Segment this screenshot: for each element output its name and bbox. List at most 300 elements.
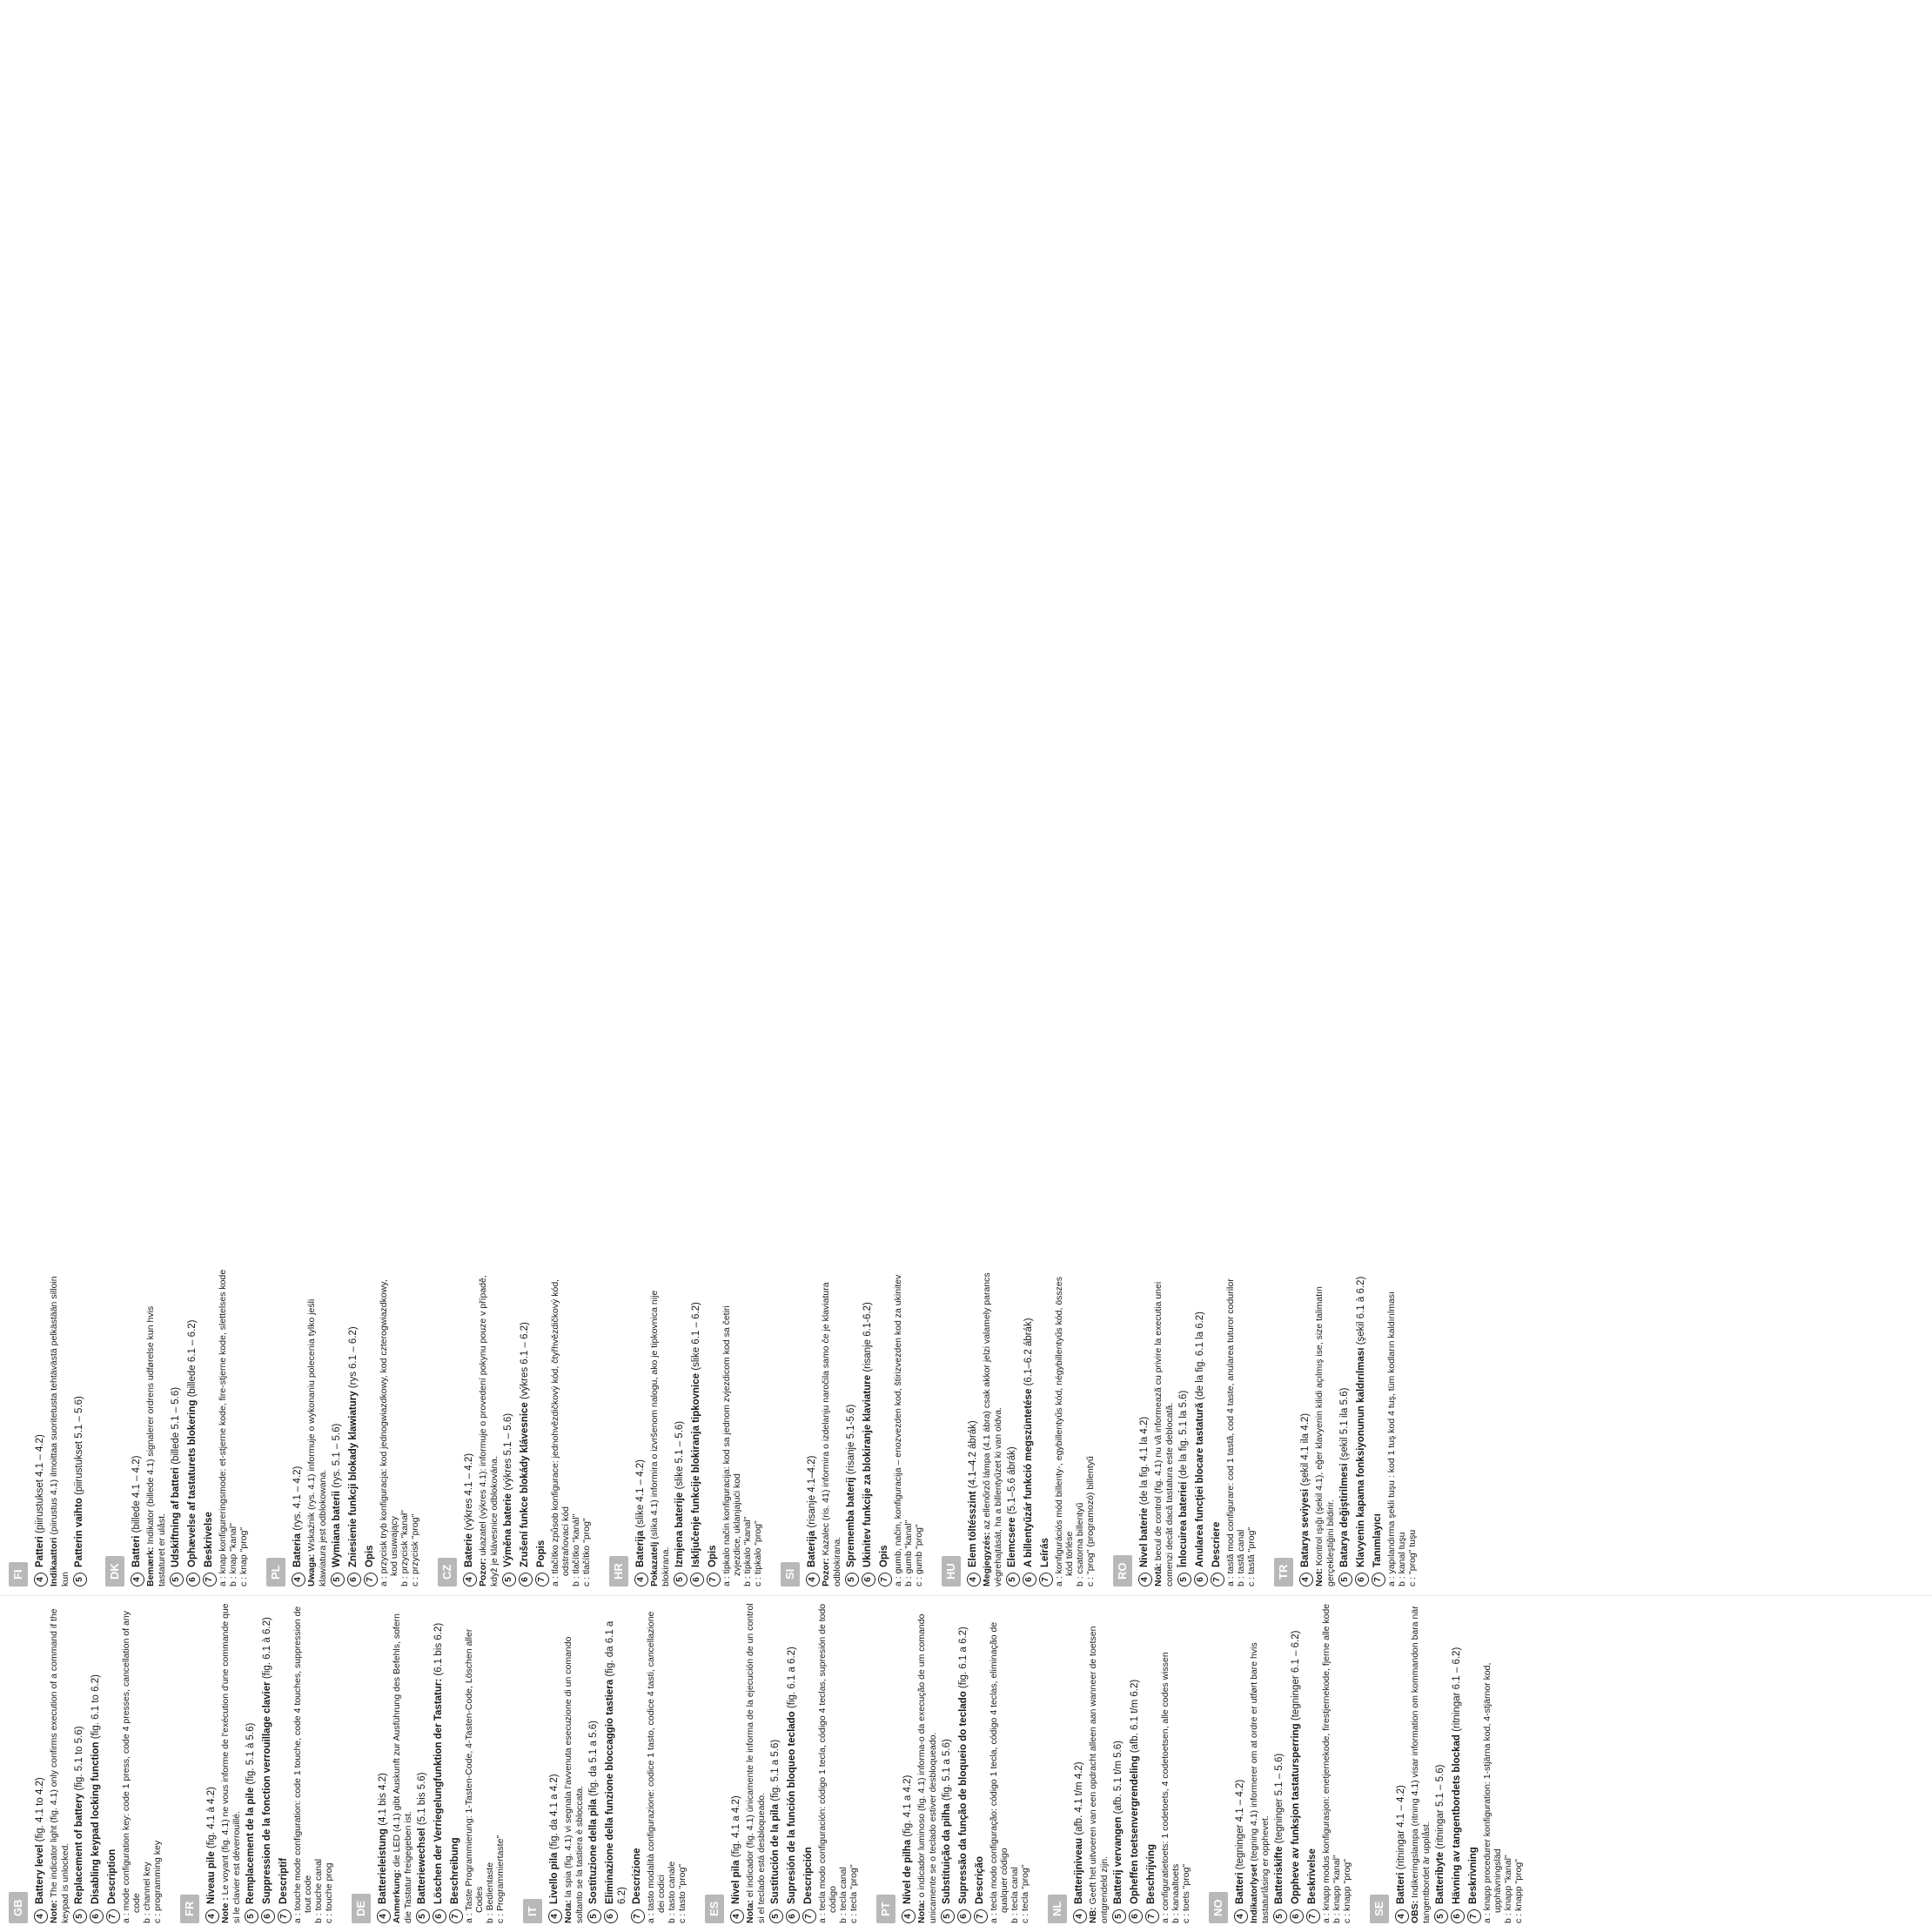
step-number-badge: 6 xyxy=(1129,1909,1143,1923)
numbered-heading xyxy=(1129,1603,1143,1923)
description-list-item: b : channel key xyxy=(142,1862,152,1923)
description-list-item: c : knapp "prog" xyxy=(1342,1859,1352,1923)
description-list-item: b : Bedientaste xyxy=(485,1862,495,1923)
step-number-badge: 4 xyxy=(463,1573,477,1587)
note-text: Indikeringslampa (ritning 4.1) visar information om kommandon bara när tangentbordet är upplåst. xyxy=(1410,1606,1432,1923)
numbered-heading xyxy=(203,1266,217,1587)
step-number-badge: 7 xyxy=(1306,1909,1320,1923)
description-list-item: b : knapp "kanal" xyxy=(1332,1855,1342,1923)
language-tag: DK xyxy=(105,1556,124,1587)
step-number-badge: 7 xyxy=(278,1909,292,1923)
heading-title: Batteri xyxy=(1235,1872,1245,1904)
heading-text xyxy=(449,1837,461,1904)
step-number-badge: 4 xyxy=(902,1909,916,1923)
note-label: Note : xyxy=(220,1897,231,1923)
step-number-badge: 6 xyxy=(519,1573,533,1587)
step-number-badge: 7 xyxy=(1372,1573,1385,1587)
description-list-item: c : przycisk "prog" xyxy=(410,1513,420,1587)
note-label: NB: xyxy=(1088,1907,1098,1923)
heading-text xyxy=(1138,1417,1150,1567)
heading-figure-ref: (rys 6.1 – 6.2) xyxy=(348,1326,359,1389)
heading-title: Popis xyxy=(536,1540,547,1567)
step-number-badge: 5 xyxy=(502,1573,516,1587)
heading-figure-ref: (fig. 5.1 to 5.6) xyxy=(74,1726,84,1791)
heading-text xyxy=(862,1302,874,1567)
note-paragraph xyxy=(649,1266,671,1587)
heading-title: Înlocuirea bateriei xyxy=(1178,1481,1189,1567)
numbered-heading xyxy=(1451,1603,1465,1923)
description-list-item: b : tlačítko "kanál" xyxy=(571,1513,581,1587)
heading-title: Remplacement de la pile xyxy=(245,1787,256,1904)
description-list-item: c : tecla "prog" xyxy=(1020,1864,1030,1923)
heading-text xyxy=(364,1545,376,1567)
step-number-badge: 4 xyxy=(34,1573,48,1587)
heading-title: Descriptif xyxy=(278,1857,289,1904)
description-list-item: b : knap "kanal" xyxy=(228,1523,238,1587)
language-section-tr xyxy=(1265,1259,1426,1595)
heading-title: Zrušení funkce blokády klávesnice xyxy=(520,1402,530,1567)
heading-title: Batteriewechsel xyxy=(417,1828,427,1904)
heading-text xyxy=(1112,1741,1124,1904)
heading-title: Baterija xyxy=(807,1530,817,1567)
heading-figure-ref: (4.1–4.2 ábrák) xyxy=(968,1420,978,1489)
description-list-item: b : tecla canal xyxy=(1010,1867,1020,1923)
step-number-badge: 6 xyxy=(433,1909,446,1923)
note-paragraph xyxy=(745,1603,767,1923)
heading-figure-ref: (de la fig. 5.1 la 5.6) xyxy=(1178,1390,1189,1479)
language-section-fr xyxy=(171,1596,343,1932)
heading-text xyxy=(967,1420,979,1567)
numbered-heading xyxy=(261,1603,275,1923)
language-tag: PL xyxy=(266,1558,285,1587)
note-label: Pokazatelj xyxy=(649,1541,660,1587)
step-number-badge: 5 xyxy=(331,1573,345,1587)
numbered-heading xyxy=(278,1603,292,1923)
numbered-heading xyxy=(974,1603,988,1923)
heading-text xyxy=(1306,1848,1318,1904)
step-number-badge: 4 xyxy=(967,1573,981,1587)
numbered-heading xyxy=(1234,1603,1248,1923)
heading-text xyxy=(1434,1765,1446,1904)
numbered-heading xyxy=(433,1603,446,1923)
numbered-heading xyxy=(845,1266,859,1587)
heading-title: Bateria xyxy=(292,1533,303,1567)
description-list-item: c : tlačítko "prog" xyxy=(581,1518,592,1587)
heading-text xyxy=(131,1455,143,1567)
language-tag: TR xyxy=(1274,1558,1293,1587)
step-number-badge: 6 xyxy=(261,1909,275,1923)
step-number-badge: 7 xyxy=(1145,1909,1159,1923)
heading-title: Batterijniveau xyxy=(1074,1837,1084,1904)
numbered-heading xyxy=(806,1266,820,1587)
note-label: Megjegyzés: xyxy=(982,1532,992,1587)
heading-title: Patterin vaihto xyxy=(74,1498,84,1567)
step-number-badge: 4 xyxy=(1395,1909,1409,1923)
numbered-heading xyxy=(1355,1266,1369,1587)
description-list-item: a : konfigurációs mód billenty-, egybillentyűs kód, négybillentyűs kód, összes kód törlése xyxy=(1054,1276,1075,1587)
numbered-heading xyxy=(941,1603,955,1923)
numbered-heading xyxy=(1306,1603,1320,1923)
description-list-item: a : tecla modo configuração: código 1 tecla, código 4 teclas, eliminação de qualquer código xyxy=(989,1621,1010,1923)
heading-title: Descripción xyxy=(803,1847,814,1904)
heading-title: Sostituzione della pila xyxy=(588,1799,599,1904)
description-list-item: c : "prog" tuşu xyxy=(1407,1529,1418,1587)
left-column xyxy=(0,1596,1932,1932)
numbered-heading xyxy=(1023,1266,1036,1587)
note-text: Wskaźnik (rys. 4.1) informuje o wykonaniu polecenia tylko jeśli klawiatura jest odblokowana. xyxy=(306,1298,328,1587)
step-number-badge: 5 xyxy=(170,1573,184,1587)
note-paragraph xyxy=(49,1603,70,1923)
heading-figure-ref: (afb. 6.1 t/m 6.2) xyxy=(1130,1679,1140,1754)
heading-text xyxy=(974,1856,986,1904)
heading-text xyxy=(186,1320,198,1567)
heading-text xyxy=(1211,1522,1223,1567)
numbered-heading xyxy=(548,1603,562,1923)
description-list-item: a : tlačítko způsob konfigurace: jednohvězdičkový kód, čtyřhvězdičkový kód, odstraňovací kód xyxy=(550,1278,571,1587)
heading-text xyxy=(205,1787,218,1904)
step-number-badge: 7 xyxy=(878,1573,892,1587)
heading-title: Baterie xyxy=(464,1533,474,1567)
heading-figure-ref: (fig. 4.1 a 4.2) xyxy=(731,1795,741,1858)
numbered-heading xyxy=(769,1603,783,1923)
right-column xyxy=(0,1259,1932,1595)
numbered-heading xyxy=(802,1603,816,1923)
note-text: Le voyant (fig. 4.1) ne vous informe de l'exécution d'une commande que si le clavier est déverrouillé. xyxy=(220,1603,242,1923)
heading-title: Oppheve av funksjon tastatursperring xyxy=(1291,1723,1301,1904)
step-number-badge: 6 xyxy=(957,1909,971,1923)
note-label: Anmerkung: xyxy=(392,1869,402,1923)
heading-title: Supressão da função de bloqueio do teclado xyxy=(958,1691,969,1904)
note-label: Not: xyxy=(1314,1568,1325,1587)
numbered-heading xyxy=(1338,1266,1352,1587)
heading-figure-ref: (tegninger 4.1 – 4.2) xyxy=(1235,1779,1245,1870)
heading-text xyxy=(1023,1318,1035,1567)
step-number-badge: 7 xyxy=(707,1573,721,1587)
heading-title: Tanımlayıcı xyxy=(1372,1513,1383,1567)
numbered-heading xyxy=(1434,1603,1448,1923)
description-list-item: b : tasto canale xyxy=(667,1861,677,1923)
description-list-item: a : knapp modus konfigurasjon: enetjernekode, firestjernekode, fjerne alle kode xyxy=(1321,1603,1332,1923)
language-tag: SE xyxy=(1370,1895,1389,1923)
note-paragraph xyxy=(1153,1266,1175,1587)
heading-text xyxy=(769,1740,782,1904)
numbered-heading xyxy=(416,1603,430,1923)
numbered-heading xyxy=(1194,1266,1208,1587)
numbered-heading xyxy=(292,1266,305,1587)
heading-text xyxy=(1355,1277,1367,1567)
heading-figure-ref: (piirustukset 4.1 – 4.2) xyxy=(35,1434,45,1533)
numbered-heading xyxy=(1372,1266,1385,1587)
heading-title: Batteri xyxy=(131,1535,142,1567)
language-section-es xyxy=(696,1596,868,1932)
description-list-item: a : tasto modalità configurazione: codice 1 tasto, codice 4 tasti, cancellazione dei codici xyxy=(646,1611,667,1923)
heading-title: Ophævelse af tastaturets blokering xyxy=(187,1399,198,1567)
heading-text xyxy=(1372,1513,1384,1567)
numbered-heading xyxy=(674,1266,688,1587)
heading-figure-ref: (tegninger 6.1 – 6.2) xyxy=(1291,1630,1301,1721)
description-list-item: c : toets "prog" xyxy=(1181,1863,1191,1923)
step-number-badge: 5 xyxy=(1434,1909,1448,1923)
note-label: Pozor: xyxy=(478,1558,488,1587)
heading-figure-ref: (slike 4.1 – 4.2) xyxy=(635,1459,646,1528)
note-paragraph xyxy=(392,1603,413,1923)
language-section-hu xyxy=(933,1259,1104,1595)
heading-text xyxy=(587,1721,600,1904)
heading-title: Zniesienie funkcji blokady klawiatury xyxy=(348,1391,359,1567)
heading-text xyxy=(519,1322,531,1567)
numbered-heading xyxy=(707,1266,721,1587)
heading-figure-ref: (fig. 5.1 a 5.6) xyxy=(770,1739,781,1801)
heading-title: Batteribyte xyxy=(1435,1851,1446,1904)
heading-figure-ref: (billede 6.1 – 6.2) xyxy=(187,1319,198,1398)
description-list-item: a : mode configuration key: code 1 press, code 4 presses, cancellation of any code xyxy=(121,1611,142,1923)
step-number-badge: 4 xyxy=(634,1573,648,1587)
language-section-se xyxy=(1361,1596,1533,1932)
numbered-heading xyxy=(34,1603,48,1923)
heading-title: Beschreibung xyxy=(450,1837,460,1904)
step-number-badge: 6 xyxy=(90,1909,104,1923)
description-list-item: c : tastă "prog" xyxy=(1246,1526,1257,1587)
step-number-badge: 4 xyxy=(131,1573,144,1587)
step-number-badge: 4 xyxy=(1299,1573,1313,1587)
step-number-badge: 5 xyxy=(245,1909,258,1923)
heading-title: A billentyűzár funkció megszüntetése xyxy=(1023,1388,1034,1567)
language-tag: DE xyxy=(352,1894,371,1923)
heading-text xyxy=(34,1434,46,1567)
heading-text xyxy=(604,1603,628,1904)
language-tag: FI xyxy=(9,1562,28,1587)
numbered-heading xyxy=(364,1266,378,1587)
note-label: Note: xyxy=(49,1900,59,1923)
heading-title: Description xyxy=(107,1848,117,1904)
heading-figure-ref: (fig. 4.1 à 4.2) xyxy=(206,1787,217,1849)
description-list-item: c : tecla "prog" xyxy=(849,1864,859,1923)
step-number-badge: 5 xyxy=(1112,1909,1126,1923)
description-list-item: a : configuratietoets: 1 codetoets, 4 codetoetsen, alle codes wissen xyxy=(1160,1652,1171,1923)
numbered-heading xyxy=(1112,1603,1126,1923)
note-paragraph xyxy=(821,1266,842,1587)
step-number-badge: 6 xyxy=(1451,1909,1465,1923)
note-paragraph xyxy=(1088,1603,1110,1923)
note-label: Nota: xyxy=(745,1900,755,1923)
heading-figure-ref: (piirustukset 5.1 – 5.6) xyxy=(74,1396,84,1495)
step-number-badge: 6 xyxy=(186,1573,200,1587)
heading-figure-ref: (ritningar 5.1 – 5.6) xyxy=(1435,1764,1446,1849)
heading-text xyxy=(261,1617,273,1904)
heading-text xyxy=(1129,1680,1141,1904)
heading-figure-ref: (afb. 4.1 t/m 4.2) xyxy=(1074,1761,1084,1835)
heading-figure-ref: (4.1 bis 4.2) xyxy=(378,1773,388,1826)
note-paragraph xyxy=(1249,1603,1271,1923)
heading-figure-ref: (rys. 4.1 – 4.2) xyxy=(292,1466,303,1531)
note-label: Indikatorlyset xyxy=(1249,1863,1259,1923)
heading-title: Ukinitev funkcije za blokiranje klaviature xyxy=(862,1374,873,1567)
step-number-badge: 7 xyxy=(535,1573,549,1587)
heading-figure-ref: (tegninger 5.1 – 5.6) xyxy=(1274,1753,1285,1844)
heading-text xyxy=(707,1545,719,1567)
description-list-item: b : przycisk "kanał" xyxy=(399,1510,410,1587)
heading-title: Livello pila xyxy=(549,1852,560,1904)
note-label: Pozor: xyxy=(821,1558,831,1587)
language-tag: RO xyxy=(1113,1556,1132,1587)
note-label: Nota: xyxy=(563,1900,574,1923)
step-number-badge: 4 xyxy=(1073,1909,1087,1923)
description-list-item: b : csatorna billentyű xyxy=(1075,1502,1085,1587)
heading-text xyxy=(1006,1446,1018,1567)
language-tag: SI xyxy=(781,1562,800,1587)
numbered-heading xyxy=(186,1266,200,1587)
numbered-heading xyxy=(1138,1266,1152,1587)
numbered-heading xyxy=(902,1603,916,1923)
heading-figure-ref: (slike 5.1 – 5.6) xyxy=(674,1420,685,1490)
heading-title: Batteriskifte xyxy=(1274,1846,1285,1904)
description-list-item: b : tipkalo "kanal" xyxy=(742,1516,753,1587)
heading-title: Wymiana baterii xyxy=(332,1491,342,1567)
step-number-badge: 4 xyxy=(205,1909,219,1923)
note-label: Notă: xyxy=(1153,1563,1164,1587)
step-number-badge: 7 xyxy=(449,1909,463,1923)
numbered-heading xyxy=(1273,1603,1287,1923)
heading-text xyxy=(1177,1391,1190,1567)
heading-figure-ref: (fig. 6.1 a 6.2) xyxy=(787,1647,797,1709)
heading-figure-ref: (afb. 5.1 t/m 5.6) xyxy=(1113,1741,1124,1815)
heading-text xyxy=(802,1847,815,1904)
language-tag: HR xyxy=(609,1556,628,1587)
note-text: el indicador (fig. 4.1) únicamente le informa de la ejecución de un control si el teclado está desbloqueado. xyxy=(745,1603,767,1923)
language-section-gb xyxy=(0,1596,171,1932)
heading-title: Opis xyxy=(879,1545,889,1567)
heading-text xyxy=(245,1723,257,1904)
step-number-badge: 4 xyxy=(1234,1909,1248,1923)
heading-figure-ref: (fig. 6.1 to 6.2) xyxy=(91,1674,101,1740)
step-number-badge: 5 xyxy=(769,1909,783,1923)
step-number-badge: 7 xyxy=(364,1573,378,1587)
description-list-item: c : knap "prog" xyxy=(238,1526,249,1587)
description-list-item: a : touche mode configuration: code 1 touche, code 4 touches, suppression de tout code xyxy=(292,1606,313,1923)
numbered-heading xyxy=(631,1603,645,1923)
language-tag: ES xyxy=(705,1895,724,1923)
heading-title: Patteri xyxy=(35,1536,45,1567)
heading-text xyxy=(347,1326,359,1567)
note-text: o indicador luminoso (fig. 4.1) informa-o da execução de um comando unicamente se o teclado estiver desbloqueado. xyxy=(916,1613,938,1923)
heading-figure-ref: (fig. 4.1 to 4.2) xyxy=(35,1777,45,1842)
heading-figure-ref: (5.1–5.6 ábrák) xyxy=(1007,1446,1017,1515)
heading-text xyxy=(292,1466,304,1567)
step-number-badge: 6 xyxy=(1023,1573,1036,1587)
step-number-badge: 7 xyxy=(1467,1909,1481,1923)
heading-title: Udskiftning af batteri xyxy=(171,1466,181,1567)
step-number-badge: 5 xyxy=(674,1573,688,1587)
language-section-pt xyxy=(868,1596,1039,1932)
note-text: ukazatel (výkres 4.1): informuje o provedení pokynu pouze v případě, když je klávesnice odblokována. xyxy=(478,1275,500,1587)
numbered-heading xyxy=(634,1266,648,1587)
heading-title: Substituição da pilha xyxy=(942,1803,952,1904)
step-number-badge: 5 xyxy=(1006,1573,1020,1587)
heading-title: Nível de pilha xyxy=(902,1839,913,1904)
language-tag: NL xyxy=(1048,1895,1067,1923)
description-list-item: a : yapılandırma şekli tuşu : kod 1 tuş kod 4 tuş, tüm kodların kaldırılması xyxy=(1386,1291,1397,1587)
heading-figure-ref: (de la fig. 6.1 la 6.2) xyxy=(1195,1311,1205,1400)
step-number-badge: 4 xyxy=(34,1909,48,1923)
language-tag: IT xyxy=(523,1899,542,1923)
heading-text xyxy=(806,1456,818,1568)
heading-figure-ref: (billede 5.1 – 5.6) xyxy=(171,1386,181,1465)
heading-text xyxy=(170,1387,182,1567)
numbered-heading xyxy=(967,1266,981,1587)
language-tag: NO xyxy=(1209,1893,1228,1924)
heading-title: Suppression de la fonction verrouillage clavier xyxy=(262,1681,272,1904)
step-number-badge: 5 xyxy=(845,1573,859,1587)
numbered-heading xyxy=(1006,1266,1020,1587)
heading-title: Batarya seviyesi xyxy=(1300,1488,1311,1567)
numbered-heading xyxy=(1039,1266,1053,1587)
language-section-de xyxy=(343,1596,514,1932)
description-list-item: a : gumb, način, konfiguracija – enozvezden kod, štirizvezden kod za ukinitev xyxy=(893,1274,903,1587)
numbered-heading xyxy=(73,1603,87,1923)
note-text: Indikator (billede 4.1) signalerer ordrens udførelse kun hvis tastaturet er ulåst. xyxy=(145,1305,167,1587)
heading-figure-ref: (şekil 4.1 ila 4.2) xyxy=(1300,1412,1311,1486)
heading-title: Beskrivning xyxy=(1468,1847,1479,1904)
heading-title: Sustitución de la pila xyxy=(770,1803,781,1904)
note-paragraph xyxy=(306,1266,328,1587)
language-section-nl xyxy=(1039,1596,1200,1932)
numbered-heading xyxy=(1467,1603,1481,1923)
heading-figure-ref: (fig. 5.1 a 5.6) xyxy=(942,1739,952,1801)
heading-text xyxy=(902,1775,914,1904)
step-number-badge: 5 xyxy=(73,1573,87,1587)
numbered-heading xyxy=(690,1266,704,1587)
heading-title: Beskrivelse xyxy=(204,1512,214,1567)
heading-figure-ref: (şekil 6.1 à 6.2) xyxy=(1356,1276,1366,1345)
description-list-item: b : knapp "kanal" xyxy=(1503,1855,1513,1923)
numbered-heading xyxy=(1177,1266,1191,1587)
numbered-heading xyxy=(1395,1603,1409,1923)
note-paragraph xyxy=(220,1603,242,1923)
description-list-item: c : programming key xyxy=(152,1840,163,1923)
numbered-heading xyxy=(604,1603,628,1923)
heading-title: Descrizione xyxy=(632,1848,642,1904)
heading-title: Opis xyxy=(708,1545,718,1567)
heading-title: Batteri xyxy=(1396,1872,1406,1904)
description-list-item: c : touche prog xyxy=(324,1862,334,1923)
language-section-it xyxy=(514,1596,696,1932)
heading-text xyxy=(1467,1847,1479,1904)
description-list-item: b : kanal tuşu xyxy=(1397,1532,1407,1587)
heading-text xyxy=(416,1772,428,1904)
step-number-badge: 5 xyxy=(1273,1909,1287,1923)
heading-title: Klavyenin kapama fonksiyonunun kaldırılması xyxy=(1356,1347,1366,1567)
numbered-heading xyxy=(878,1266,892,1587)
note-text: The indicator light (fig. 4.1) only confirms execution of a command if the keypad is unlocked. xyxy=(49,1608,70,1923)
heading-title: Batarya değiştirilmesi xyxy=(1339,1463,1350,1567)
heading-figure-ref: (risanje 4.1–4.2) xyxy=(807,1455,817,1528)
note-label: Bemærk: xyxy=(145,1546,156,1587)
heading-figure-ref: (ritningar 6.1 – 6.2) xyxy=(1452,1647,1462,1732)
description-list-item: a : przycisk tryb konfiguracja: kod jednogwiazdkowy, kod czterogwiazdkowy, kod usuwający xyxy=(379,1279,399,1587)
heading-text xyxy=(73,1726,85,1904)
heading-text xyxy=(1073,1761,1085,1904)
language-section-hr xyxy=(600,1259,772,1595)
description-list-item: a : tecla modo configuración: código 1 tecla, código 4 teclas, supresión de todo código xyxy=(817,1603,838,1923)
heading-title: Supresión de la función bloqueo teclado xyxy=(787,1711,797,1904)
heading-figure-ref: (5.1 bis 5.6) xyxy=(417,1772,427,1826)
heading-text xyxy=(73,1396,85,1567)
step-number-badge: 6 xyxy=(347,1573,361,1587)
heading-text xyxy=(1338,1388,1351,1567)
heading-title: Opis xyxy=(365,1545,375,1567)
language-tag: CZ xyxy=(438,1558,457,1587)
step-number-badge: 4 xyxy=(806,1573,820,1587)
